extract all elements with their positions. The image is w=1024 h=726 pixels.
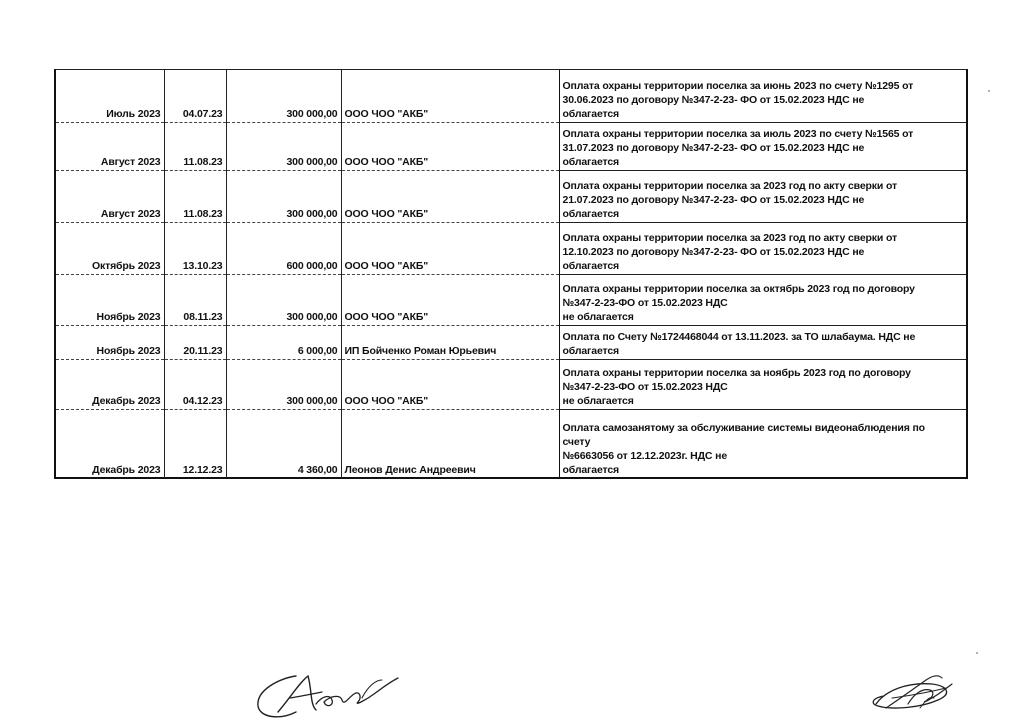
- amount-cell: 300 000,00: [226, 122, 341, 170]
- purpose-cell: Оплата охраны территории поселка за 2023 год по акту сверки от 21.07.2023 по договору №347-2-23- ФО от 15.02.2023 НДС не облагается: [559, 170, 966, 222]
- month-cell: Август 2023: [56, 170, 164, 222]
- table-row: [56, 170, 966, 222]
- month-cell: Декабрь 2023: [56, 409, 164, 478]
- amount-cell: 600 000,00: [226, 222, 341, 274]
- table-row: [56, 274, 966, 325]
- table-row: [56, 70, 966, 122]
- date-cell: 11.08.23: [164, 122, 226, 170]
- scan-speck: [976, 652, 978, 654]
- month-cell: Ноябрь 2023: [56, 274, 164, 325]
- purpose-cell: Оплата по Счету №1724468044 от 13.11.2023. за ТО шлабаума. НДС не облагается: [559, 325, 966, 359]
- date-cell: 08.11.23: [164, 274, 226, 325]
- purpose-cell: Оплата охраны территории поселка за июль 2023 по счету №1565 от 31.07.2023 по договору №347-2-23- ФО от 15.02.2023 НДС не облагается: [559, 122, 966, 170]
- payee-cell: ООО ЧОО "АКБ": [341, 359, 559, 409]
- payee-cell: Леонов Денис Андреевич: [341, 409, 559, 478]
- purpose-cell: Оплата охраны территории поселка за июнь 2023 по счету №1295 от 30.06.2023 по договору №347-2-23- ФО от 15.02.2023 НДС не облагается: [559, 70, 966, 122]
- amount-cell: 6 000,00: [226, 325, 341, 359]
- amount-cell: 300 000,00: [226, 170, 341, 222]
- payments-table: [56, 70, 966, 478]
- scan-speck: [988, 90, 990, 92]
- purpose-cell: Оплата охраны территории поселка за октябрь 2023 год по договору №347-2-23-ФО от 15.02.2023 НДС не облагается: [559, 274, 966, 325]
- date-cell: 11.08.23: [164, 170, 226, 222]
- amount-cell: 300 000,00: [226, 359, 341, 409]
- date-cell: 20.11.23: [164, 325, 226, 359]
- handwritten-signature-right: [862, 668, 962, 718]
- date-cell: 04.12.23: [164, 359, 226, 409]
- month-cell: Август 2023: [56, 122, 164, 170]
- table-row: [56, 409, 966, 478]
- month-cell: Июль 2023: [56, 70, 164, 122]
- month-cell: Декабрь 2023: [56, 359, 164, 409]
- payee-cell: ООО ЧОО "АКБ": [341, 122, 559, 170]
- date-cell: 13.10.23: [164, 222, 226, 274]
- payee-cell: ИП Бойченко Роман Юрьевич: [341, 325, 559, 359]
- date-cell: 12.12.23: [164, 409, 226, 478]
- purpose-cell: Оплата охраны территории поселка за ноябрь 2023 год по договору №347-2-23-ФО от 15.02.2023 НДС не облагается: [559, 359, 966, 409]
- amount-cell: 300 000,00: [226, 70, 341, 122]
- table-row: [56, 122, 966, 170]
- table-row: [56, 222, 966, 274]
- date-cell: 04.07.23: [164, 70, 226, 122]
- amount-cell: 300 000,00: [226, 274, 341, 325]
- payee-cell: ООО ЧОО "АКБ": [341, 274, 559, 325]
- purpose-cell: Оплата самозанятому за обслуживание системы видеонаблюдения по счету №6663056 от 12.12.2023г. НДС не облагается: [559, 409, 966, 478]
- month-cell: Октябрь 2023: [56, 222, 164, 274]
- payee-cell: ООО ЧОО "АКБ": [341, 70, 559, 122]
- payee-cell: ООО ЧОО "АКБ": [341, 222, 559, 274]
- handwritten-signature-left: [250, 668, 410, 720]
- table-row: [56, 325, 966, 359]
- amount-cell: 4 360,00: [226, 409, 341, 478]
- month-cell: Ноябрь 2023: [56, 325, 164, 359]
- table-row: [56, 359, 966, 409]
- payments-table-frame: [54, 69, 968, 479]
- purpose-cell: Оплата охраны территории поселка за 2023 год по акту сверки от 12.10.2023 по договору №347-2-23- ФО от 15.02.2023 НДС не облагается: [559, 222, 966, 274]
- payee-cell: ООО ЧОО "АКБ": [341, 170, 559, 222]
